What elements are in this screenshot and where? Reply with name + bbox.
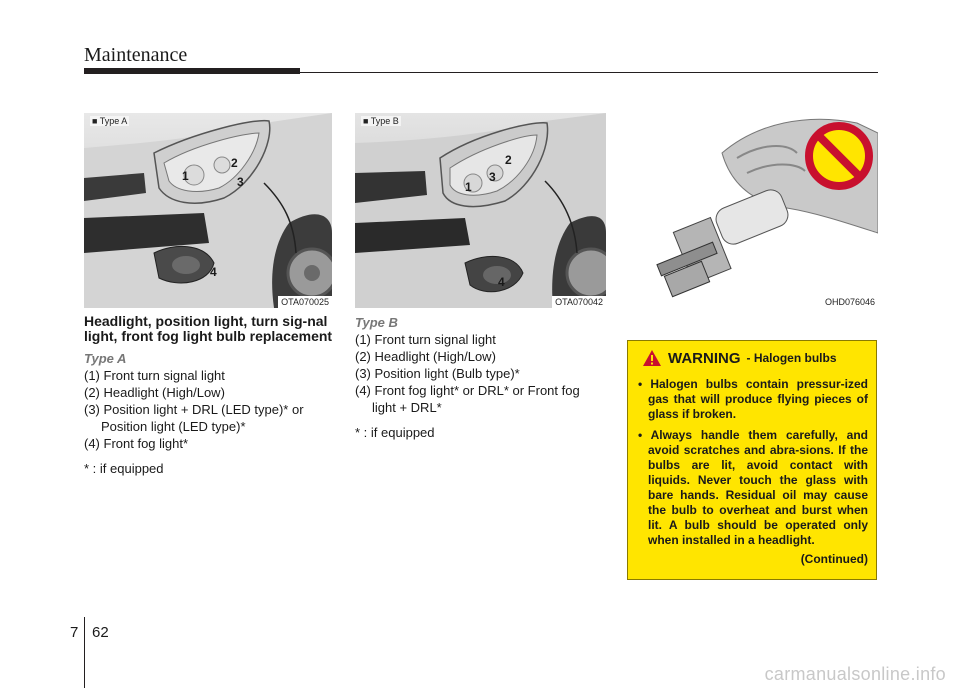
marker-2: 2: [505, 153, 512, 167]
figure-code: OTA070042: [552, 296, 606, 308]
header-rule: [300, 72, 878, 73]
type-a-heading: Type A: [84, 351, 127, 366]
warning-triangle-icon: [642, 349, 662, 367]
section-title: Headlight, position light, turn sig-nal light, front fog light bulb replacement: [84, 313, 333, 344]
car-front-illustration-b: [355, 113, 606, 308]
watermark: carmanualsonline.info: [764, 664, 946, 684]
prohibited-icon: [804, 121, 874, 191]
warning-title: WARNING: [668, 349, 741, 367]
type-b-item-2: (2) Headlight (High/Low): [355, 349, 496, 364]
header-bar: [84, 68, 300, 74]
marker-4: 4: [210, 265, 217, 279]
figure-code: OTA070025: [278, 296, 332, 308]
warning-box: [627, 340, 877, 580]
figure-code: OHD076046: [822, 296, 878, 308]
type-b-heading: Type B: [355, 315, 398, 330]
footer-rule: [84, 617, 85, 688]
figure-type-b: [355, 113, 606, 308]
marker-1: 1: [182, 169, 189, 183]
warning-continued: (Continued): [800, 552, 868, 566]
figure-halogen-bulb: [627, 113, 878, 308]
page-header-title: Maintenance: [84, 44, 188, 66]
type-a-item-1: (1) Front turn signal light: [84, 368, 225, 383]
marker-2: 2: [231, 156, 238, 170]
warning-body: [638, 377, 868, 567]
marker-1: 1: [465, 180, 472, 194]
warning-heading: [642, 349, 837, 367]
warning-bullet-text: Always handle them carefully, and avoid scratches and abra-sions. If the bulbs are lit, avoid contact with liquids. Never touch the glass with bare hands. Residual oil may cause the bulb to overheat and burst when lit. A bulb should be operated only when installed in a headlight.: [648, 428, 868, 547]
marker-3: 3: [237, 175, 244, 189]
warning-bullet-text: Halogen bulbs contain pressur-ized gas that will produce flying pieces of glass if broken.: [648, 377, 868, 421]
chapter-number: 7: [70, 624, 79, 641]
type-b-footnote: * : if equipped: [355, 425, 435, 440]
marker-4: 4: [498, 275, 505, 289]
figure-type-a: [84, 113, 332, 308]
type-a-item-2: (2) Headlight (High/Low): [84, 385, 225, 400]
warning-subtitle: - Halogen bulbs: [746, 351, 837, 365]
warning-bullet-2: • Always handle them carefully, and avoid scratches and abra-sions. If the bulbs are lit, avoid contact with liquids. Never touch the glass with bare hands. Residual oil may cause the bulb to overheat and burst when lit. A bulb should be operated only when installed in a headlight.: [638, 428, 868, 547]
page-number: 62: [92, 624, 109, 641]
type-b-item-3: (3) Position light (Bulb type)*: [355, 366, 520, 381]
type-a-item-3: (3) Position light + DRL (LED type)* or Position light (LED type)*: [84, 402, 304, 434]
column-left: [84, 314, 334, 477]
figure-type-label: ■ Type A: [92, 116, 128, 126]
column-middle: [355, 314, 605, 441]
car-front-illustration-a: [84, 113, 332, 308]
marker-3: 3: [489, 170, 496, 184]
type-a-item-4: (4) Front fog light*: [84, 436, 189, 451]
type-b-item-1: (1) Front turn signal light: [355, 332, 496, 347]
warning-bullet-1: • Halogen bulbs contain pressur-ized gas that will produce flying pieces of glass if broken.: [638, 377, 868, 421]
type-b-item-4: (4) Front fog light* or DRL* or Front fog light + DRL*: [355, 383, 580, 415]
type-a-footnote: * : if equipped: [84, 461, 164, 476]
figure-type-label: ■ Type B: [363, 116, 399, 126]
